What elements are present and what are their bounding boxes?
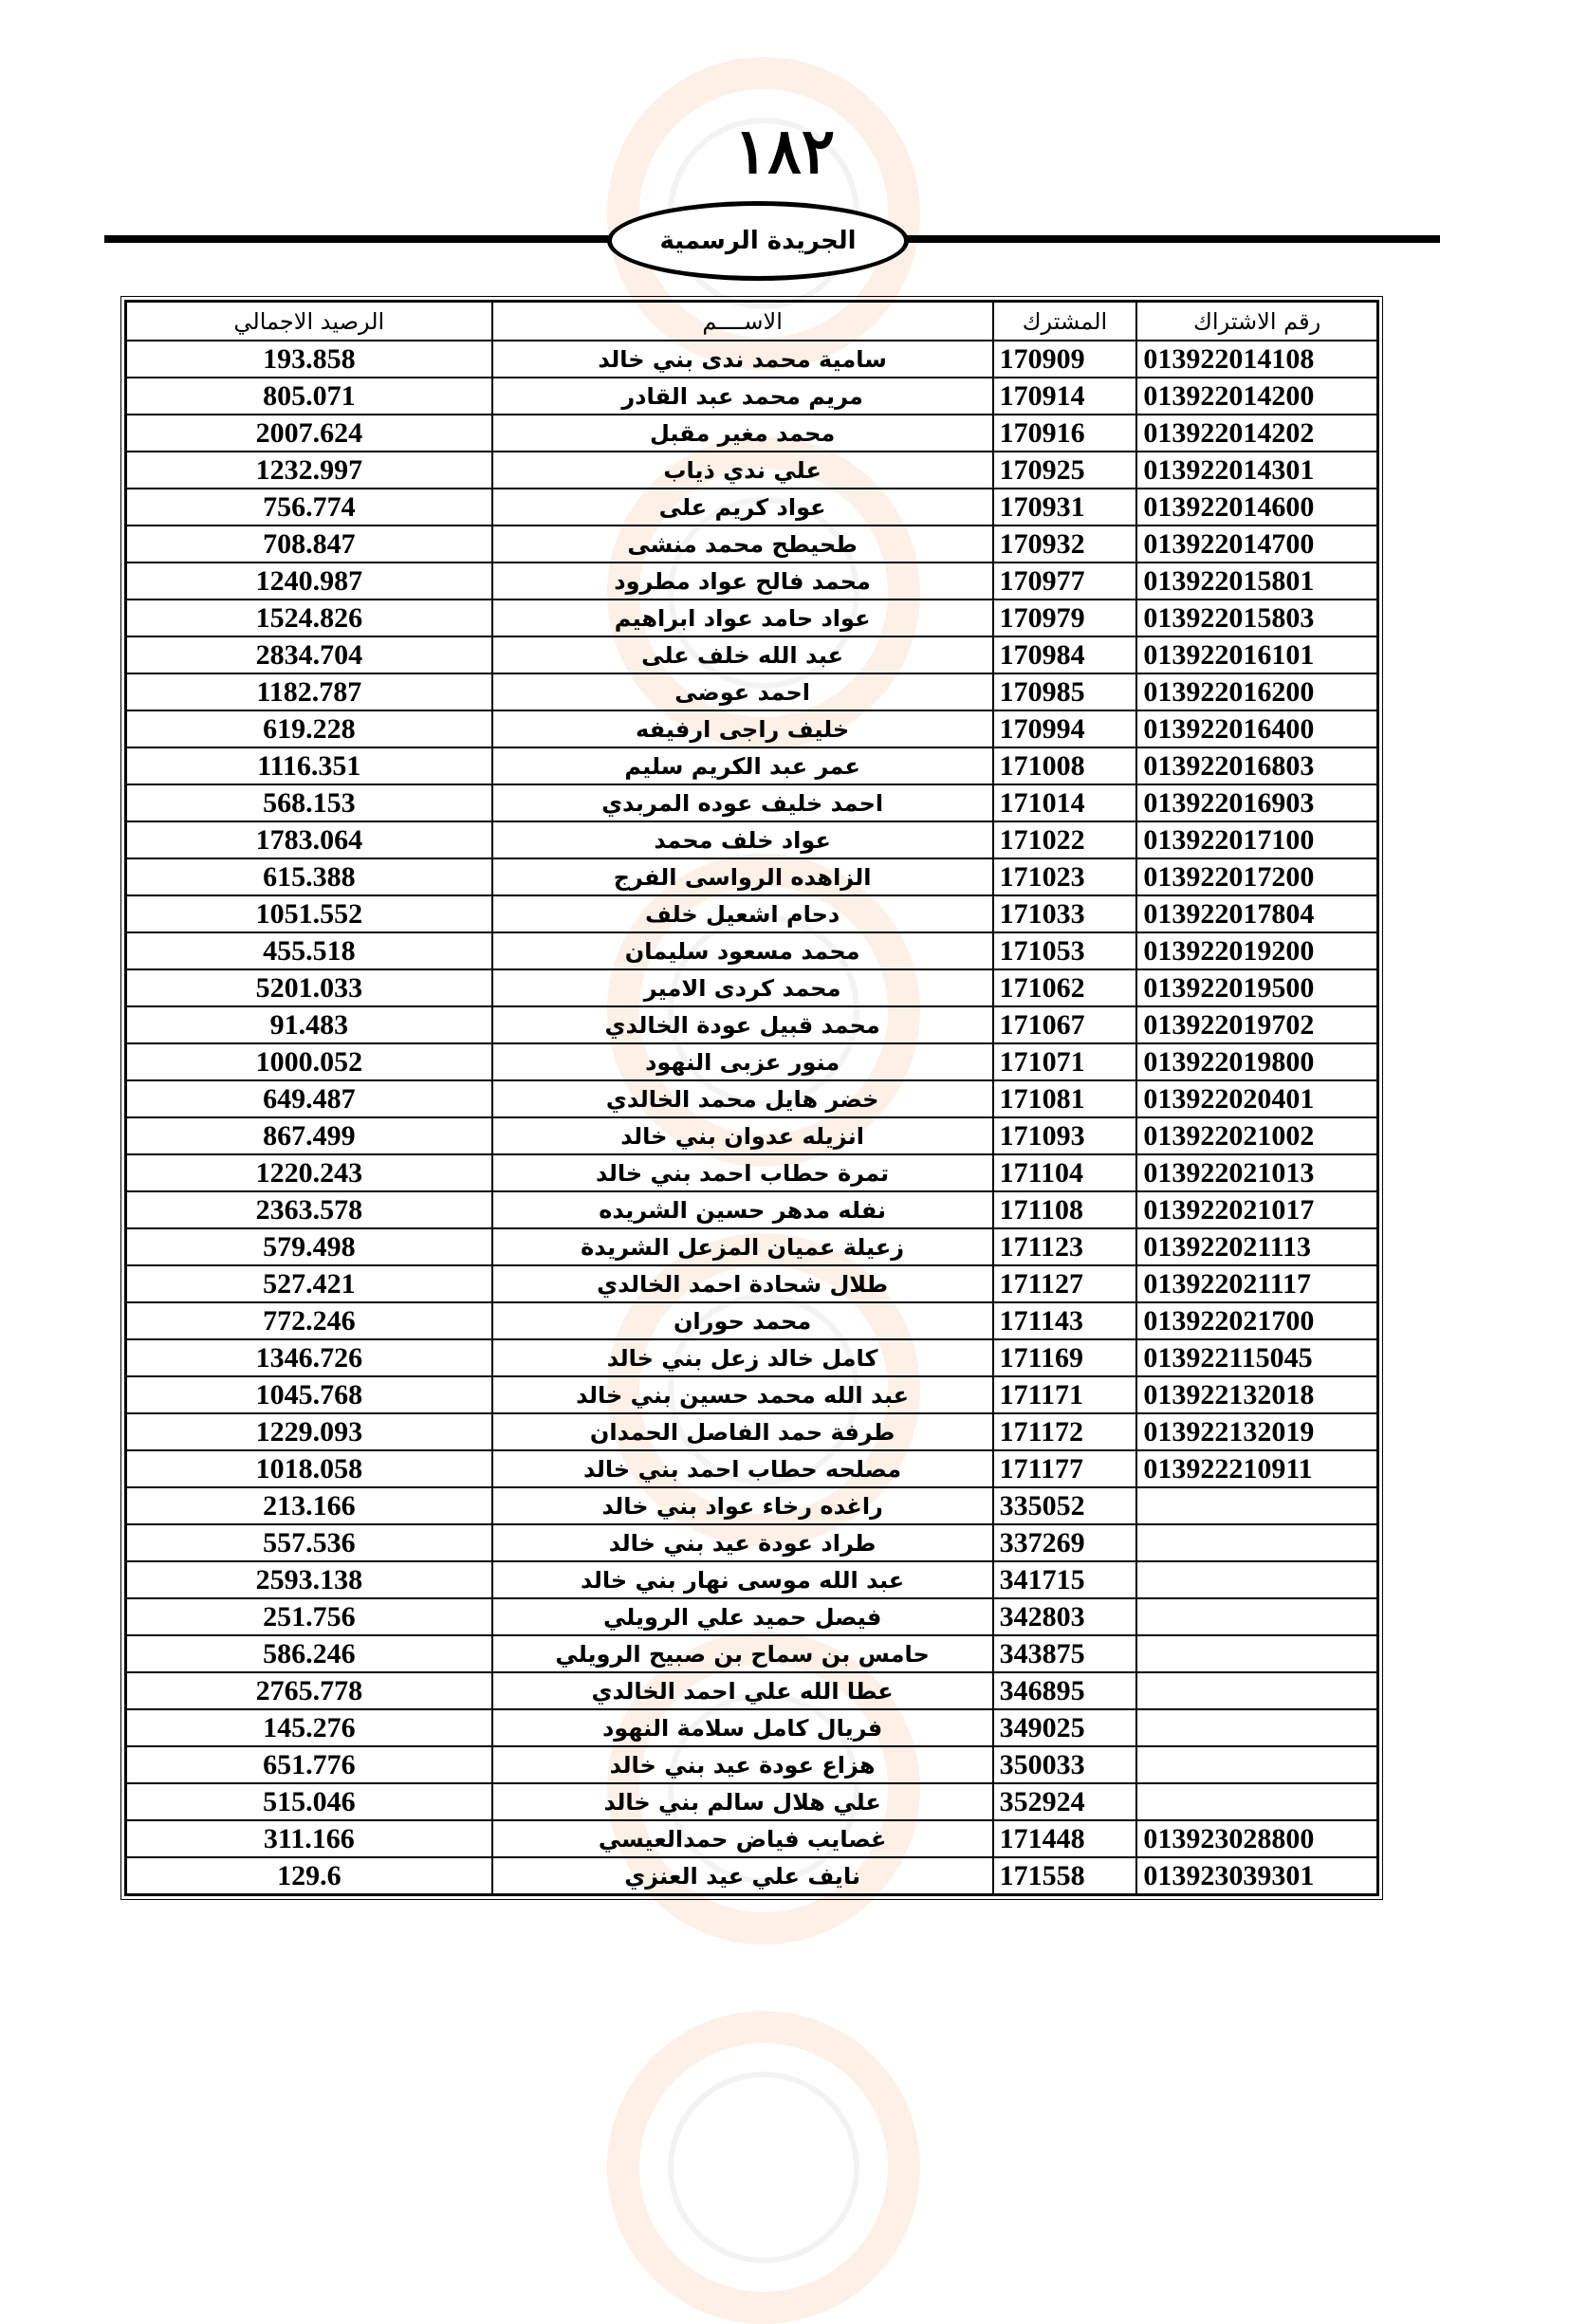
table-row <box>126 1487 1377 1524</box>
account-cell: 013922014600 <box>1136 489 1377 526</box>
account-cell: 013922021700 <box>1136 1302 1377 1339</box>
subscriber-cell: 170914 <box>993 378 1137 415</box>
balance-cell: 251.756 <box>126 1598 492 1635</box>
balance-cell: 2363.578 <box>126 1191 492 1228</box>
name-cell: عواد خلف محمد <box>492 821 993 858</box>
subscriber-cell: 171177 <box>993 1450 1137 1487</box>
name-cell: عمر عبد الكريم سليم <box>492 747 993 784</box>
name-cell: فريال كامل سلامة النهود <box>492 1709 993 1746</box>
account-cell: 013922014700 <box>1136 526 1377 563</box>
subscriber-cell: 170985 <box>993 673 1137 710</box>
account-cell: 013922132018 <box>1136 1376 1377 1413</box>
balance-cell: 2007.624 <box>126 415 492 452</box>
balance-cell: 1346.726 <box>126 1339 492 1376</box>
name-cell: عواد كريم على <box>492 489 993 526</box>
name-cell: مصلحه حطاب احمد بني خالد <box>492 1450 993 1487</box>
name-cell: احمد خليف عوده المربدي <box>492 784 993 821</box>
account-cell <box>1136 1561 1377 1598</box>
account-cell: 013922016400 <box>1136 710 1377 747</box>
name-cell: الزاهده الرواسى الفرج <box>492 858 993 895</box>
subscriber-cell: 170916 <box>993 415 1137 452</box>
name-cell: نايف علي عيد العنزي <box>492 1857 993 1894</box>
account-cell: 013923039301 <box>1136 1857 1377 1894</box>
account-cell: 013923028800 <box>1136 1820 1377 1857</box>
subscriber-cell: 171081 <box>993 1080 1137 1117</box>
subscriber-cell: 171143 <box>993 1302 1137 1339</box>
subscriber-cell: 343875 <box>993 1635 1137 1672</box>
subscriber-cell: 171123 <box>993 1228 1137 1265</box>
subscriber-cell: 171108 <box>993 1191 1137 1228</box>
subscriber-cell: 341715 <box>993 1561 1137 1598</box>
table-row <box>126 636 1377 673</box>
name-cell: عواد حامد عواد ابراهيم <box>492 599 993 636</box>
subscriber-table <box>124 300 1379 1896</box>
table-row <box>126 415 1377 452</box>
subscriber-cell: 171008 <box>993 747 1137 784</box>
account-cell <box>1136 1635 1377 1672</box>
table-row <box>126 895 1377 932</box>
header-account: رقم الاشتراك <box>1136 302 1377 341</box>
table-row <box>126 932 1377 969</box>
balance-cell: 2593.138 <box>126 1561 492 1598</box>
table-row <box>126 526 1377 563</box>
balance-cell: 1229.093 <box>126 1413 492 1450</box>
balance-cell: 557.536 <box>126 1524 492 1561</box>
table-row <box>126 858 1377 895</box>
account-cell <box>1136 1672 1377 1709</box>
account-cell: 013922210911 <box>1136 1450 1377 1487</box>
name-cell: انزيله عدوان بني خالد <box>492 1117 993 1154</box>
account-cell <box>1136 1783 1377 1820</box>
page-number: ١٨٢ <box>733 114 836 188</box>
balance-cell: 527.421 <box>126 1265 492 1302</box>
account-cell: 013922020401 <box>1136 1080 1377 1117</box>
balance-cell: 1232.997 <box>126 452 492 489</box>
account-cell: 013922021117 <box>1136 1265 1377 1302</box>
account-cell: 013922115045 <box>1136 1339 1377 1376</box>
name-cell: سامية محمد ندى بني خالد <box>492 341 993 378</box>
table-row <box>126 1413 1377 1450</box>
name-cell: طرفة حمد الفاصل الحمدان <box>492 1413 993 1450</box>
watermark-clock-icon <box>607 2011 920 2324</box>
name-cell: محمد حوران <box>492 1302 993 1339</box>
account-cell: 013922132019 <box>1136 1413 1377 1450</box>
balance-cell: 1116.351 <box>126 747 492 784</box>
account-cell: 013922016101 <box>1136 636 1377 673</box>
name-cell: محمد كردى الامير <box>492 969 993 1006</box>
balance-cell: 213.166 <box>126 1487 492 1524</box>
table-body <box>126 341 1377 1894</box>
table-row <box>126 1635 1377 1672</box>
account-cell: 013922015801 <box>1136 563 1377 599</box>
table-row <box>126 1154 1377 1191</box>
account-cell: 013922019800 <box>1136 1043 1377 1080</box>
table-row <box>126 969 1377 1006</box>
subscriber-cell: 171053 <box>993 932 1137 969</box>
table-row <box>126 1191 1377 1228</box>
table-row <box>126 1265 1377 1302</box>
account-cell: 013922017100 <box>1136 821 1377 858</box>
name-cell: نفله مدهر حسين الشريده <box>492 1191 993 1228</box>
subscriber-cell: 171033 <box>993 895 1137 932</box>
account-cell <box>1136 1524 1377 1561</box>
table-row <box>126 1672 1377 1709</box>
subscriber-cell: 350033 <box>993 1746 1137 1783</box>
name-cell: حامس بن سماح بن صبيح الرويلي <box>492 1635 993 1672</box>
table-row <box>126 1376 1377 1413</box>
balance-cell: 455.518 <box>126 932 492 969</box>
account-cell <box>1136 1746 1377 1783</box>
table-row <box>126 1006 1377 1043</box>
subscriber-cell: 171172 <box>993 1413 1137 1450</box>
subscriber-cell: 171171 <box>993 1376 1137 1413</box>
table-row <box>126 1709 1377 1746</box>
name-cell: عطا الله علي احمد الخالدي <box>492 1672 993 1709</box>
subscriber-cell: 171023 <box>993 858 1137 895</box>
account-cell: 013922021113 <box>1136 1228 1377 1265</box>
table-row <box>126 1746 1377 1783</box>
table-row <box>126 710 1377 747</box>
table-row <box>126 1080 1377 1117</box>
balance-cell: 805.071 <box>126 378 492 415</box>
balance-cell: 1018.058 <box>126 1450 492 1487</box>
account-cell: 013922015803 <box>1136 599 1377 636</box>
account-cell: 013922019500 <box>1136 969 1377 1006</box>
balance-cell: 867.499 <box>126 1117 492 1154</box>
subscriber-cell: 171067 <box>993 1006 1137 1043</box>
name-cell: محمد مغير مقبل <box>492 415 993 452</box>
name-cell: فيصل حميد علي الرويلي <box>492 1598 993 1635</box>
table-row <box>126 1857 1377 1894</box>
name-cell: مريم محمد عبد القادر <box>492 378 993 415</box>
account-cell: 013922014301 <box>1136 452 1377 489</box>
subscriber-cell: 170931 <box>993 489 1137 526</box>
subscriber-cell: 171093 <box>993 1117 1137 1154</box>
name-cell: زعيلة عميان المزعل الشريدة <box>492 1228 993 1265</box>
subscriber-cell: 342803 <box>993 1598 1137 1635</box>
balance-cell: 615.388 <box>126 858 492 895</box>
subscriber-cell: 170979 <box>993 599 1137 636</box>
table-row <box>126 489 1377 526</box>
header-subscriber: المشترك <box>993 302 1137 341</box>
balance-cell: 1524.826 <box>126 599 492 636</box>
table-row <box>126 378 1377 415</box>
subscriber-cell: 171558 <box>993 1857 1137 1894</box>
name-cell: طحيطح محمد منشى <box>492 526 993 563</box>
balance-cell: 651.776 <box>126 1746 492 1783</box>
name-cell: كامل خالد زعل بني خالد <box>492 1339 993 1376</box>
balance-cell: 145.276 <box>126 1709 492 1746</box>
account-cell: 013922021013 <box>1136 1154 1377 1191</box>
balance-cell: 2834.704 <box>126 636 492 673</box>
subscriber-cell: 171022 <box>993 821 1137 858</box>
subscriber-cell: 171014 <box>993 784 1137 821</box>
balance-cell: 1783.064 <box>126 821 492 858</box>
name-cell: محمد مسعود سليمان <box>492 932 993 969</box>
header-balance: الرصيد الاجمالي <box>126 302 492 341</box>
balance-cell: 1182.787 <box>126 673 492 710</box>
account-cell <box>1136 1487 1377 1524</box>
table-row <box>126 563 1377 599</box>
table-row <box>126 599 1377 636</box>
balance-cell: 1220.243 <box>126 1154 492 1191</box>
balance-cell: 2765.778 <box>126 1672 492 1709</box>
balance-cell: 1240.987 <box>126 563 492 599</box>
table-row <box>126 1561 1377 1598</box>
table-row <box>126 673 1377 710</box>
subscriber-cell: 170977 <box>993 563 1137 599</box>
table-row <box>126 1228 1377 1265</box>
table-row <box>126 1302 1377 1339</box>
balance-cell: 515.046 <box>126 1783 492 1820</box>
subscriber-cell: 170932 <box>993 526 1137 563</box>
table-row <box>126 1043 1377 1080</box>
account-cell <box>1136 1598 1377 1635</box>
table-row <box>126 747 1377 784</box>
balance-cell: 193.858 <box>126 341 492 378</box>
subscriber-cell: 170984 <box>993 636 1137 673</box>
name-cell: غصايب فياض حمدالعيسي <box>492 1820 993 1857</box>
balance-cell: 579.498 <box>126 1228 492 1265</box>
account-cell <box>1136 1709 1377 1746</box>
name-cell: طراد عودة عيد بني خالد <box>492 1524 993 1561</box>
name-cell: خضر هايل محمد الخالدي <box>492 1080 993 1117</box>
header-name: الاســــم <box>492 302 993 341</box>
table-row <box>126 784 1377 821</box>
balance-cell: 772.246 <box>126 1302 492 1339</box>
subscriber-cell: 335052 <box>993 1487 1137 1524</box>
account-cell: 013922016803 <box>1136 747 1377 784</box>
account-cell: 013922014200 <box>1136 378 1377 415</box>
balance-cell: 568.153 <box>126 784 492 821</box>
subscriber-cell: 170909 <box>993 341 1137 378</box>
table-row <box>126 1450 1377 1487</box>
account-cell: 013922019200 <box>1136 932 1377 969</box>
table-row <box>126 1117 1377 1154</box>
subscriber-cell: 349025 <box>993 1709 1137 1746</box>
table-row <box>126 1783 1377 1820</box>
balance-cell: 1000.052 <box>126 1043 492 1080</box>
balance-cell: 586.246 <box>126 1635 492 1672</box>
table-row <box>126 341 1377 378</box>
name-cell: تمرة حطاب احمد بني خالد <box>492 1154 993 1191</box>
account-cell: 013922019702 <box>1136 1006 1377 1043</box>
balance-cell: 91.483 <box>126 1006 492 1043</box>
name-cell: عبد الله موسى نهار بني خالد <box>492 1561 993 1598</box>
balance-cell: 756.774 <box>126 489 492 526</box>
balance-cell: 708.847 <box>126 526 492 563</box>
name-cell: عبد الله خلف على <box>492 636 993 673</box>
name-cell: هزاع عودة عيد بني خالد <box>492 1746 993 1783</box>
table-row <box>126 452 1377 489</box>
subscriber-cell: 170994 <box>993 710 1137 747</box>
balance-cell: 129.6 <box>126 1857 492 1894</box>
subscriber-cell: 346895 <box>993 1672 1137 1709</box>
balance-cell: 1045.768 <box>126 1376 492 1413</box>
account-cell: 013922021002 <box>1136 1117 1377 1154</box>
subscriber-table-wrap <box>124 300 1379 1896</box>
subscriber-cell: 171062 <box>993 969 1137 1006</box>
account-cell: 013922014202 <box>1136 415 1377 452</box>
name-cell: دحام اشعيل خلف <box>492 895 993 932</box>
name-cell: طلال شحادة احمد الخالدي <box>492 1265 993 1302</box>
account-cell: 013922017200 <box>1136 858 1377 895</box>
account-cell: 013922016903 <box>1136 784 1377 821</box>
subscriber-cell: 352924 <box>993 1783 1137 1820</box>
name-cell: علي ندي ذياب <box>492 452 993 489</box>
table-row <box>126 1820 1377 1857</box>
name-cell: خليف راجى ارفيفه <box>492 710 993 747</box>
account-cell: 013922014108 <box>1136 341 1377 378</box>
balance-cell: 649.487 <box>126 1080 492 1117</box>
header-title: الجريدة الرسمية <box>659 227 857 255</box>
table-row <box>126 1598 1377 1635</box>
balance-cell: 619.228 <box>126 710 492 747</box>
table-row <box>126 821 1377 858</box>
name-cell: محمد قبيل عودة الخالدي <box>492 1006 993 1043</box>
header-badge <box>607 201 909 281</box>
subscriber-cell: 337269 <box>993 1524 1137 1561</box>
subscriber-cell: 170925 <box>993 452 1137 489</box>
table-row <box>126 1339 1377 1376</box>
name-cell: علي هلال سالم بني خالد <box>492 1783 993 1820</box>
name-cell: راغده رخاء عواد بني خالد <box>492 1487 993 1524</box>
name-cell: منور عزبى النهود <box>492 1043 993 1080</box>
account-cell: 013922021017 <box>1136 1191 1377 1228</box>
balance-cell: 311.166 <box>126 1820 492 1857</box>
subscriber-cell: 171127 <box>993 1265 1137 1302</box>
name-cell: احمد عوضى <box>492 673 993 710</box>
balance-cell: 5201.033 <box>126 969 492 1006</box>
subscriber-cell: 171448 <box>993 1820 1137 1857</box>
table-row <box>126 1524 1377 1561</box>
name-cell: محمد فالح عواد مطرود <box>492 563 993 599</box>
account-cell: 013922017804 <box>1136 895 1377 932</box>
balance-cell: 1051.552 <box>126 895 492 932</box>
name-cell: عبد الله محمد حسين بني خالد <box>492 1376 993 1413</box>
subscriber-cell: 171104 <box>993 1154 1137 1191</box>
subscriber-cell: 171169 <box>993 1339 1137 1376</box>
table-header-row <box>126 302 1377 341</box>
account-cell: 013922016200 <box>1136 673 1377 710</box>
subscriber-cell: 171071 <box>993 1043 1137 1080</box>
